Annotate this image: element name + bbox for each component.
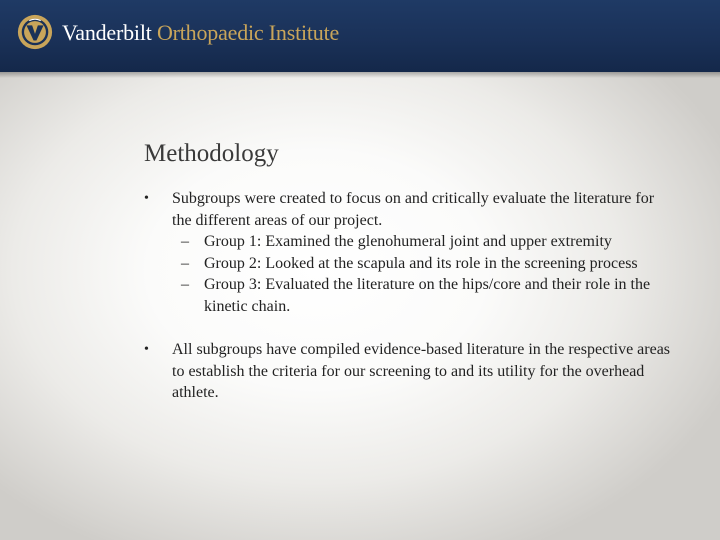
sub-bullet-item	[144, 274, 674, 317]
brand-name	[62, 20, 339, 46]
header-bar	[0, 0, 720, 72]
sub-bullet-text: Group 2: Looked at the scapula and its role in the screening process	[204, 254, 638, 272]
sub-bullet-text: Group 3: Evaluated the literature on the hips/core and their role in the kinetic chain.	[204, 276, 651, 315]
sub-bullet-marker: –	[181, 254, 189, 272]
bullet-item	[144, 188, 674, 231]
brand-name-institute: Orthopaedic Institute	[156, 20, 340, 45]
bullet-marker: •	[144, 191, 149, 206]
sub-bullet-marker: –	[181, 276, 189, 293]
bullet-text: All subgroups have compiled evidence-based literature in the respective areas to establish the criteria for our screening to and its utility for the overhead athlete.	[172, 341, 671, 401]
sub-bullet-marker: –	[181, 233, 189, 250]
bullet-item	[144, 339, 674, 404]
bullet-marker: •	[144, 342, 149, 357]
slide-content	[144, 188, 674, 404]
slide-title: Methodology	[144, 140, 279, 167]
sub-bullet-item	[144, 231, 674, 253]
sub-bullet-item	[144, 253, 674, 275]
bullet-spacer	[144, 317, 674, 339]
brand-name-vanderbilt: Vanderbilt	[62, 20, 157, 45]
bullet-text: Subgroups were created to focus on and critically evaluate the literature for the different areas of our project.	[172, 190, 655, 229]
vanderbilt-logo-icon	[16, 13, 54, 51]
header-shadow	[0, 72, 720, 78]
sub-bullet-text: Group 1: Examined the glenohumeral joint and upper extremity	[204, 233, 612, 250]
